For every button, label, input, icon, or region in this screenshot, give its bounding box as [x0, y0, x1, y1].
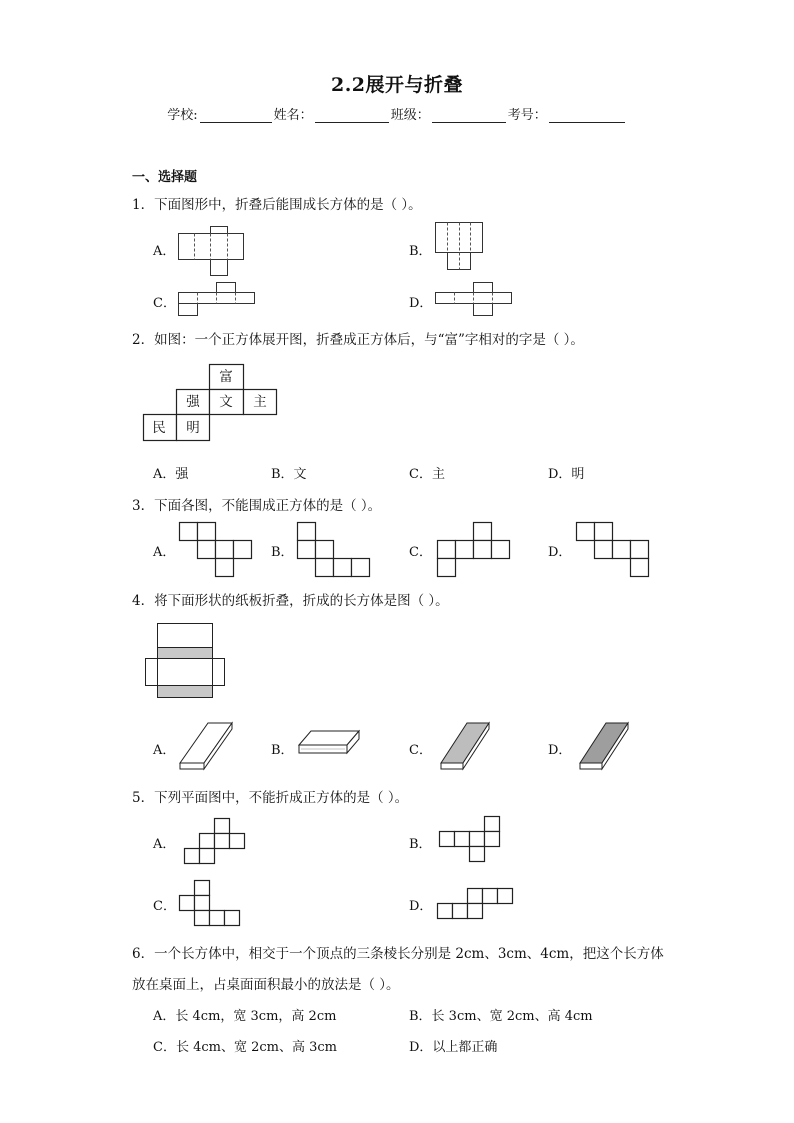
q2-cell-fu: 富	[219, 369, 233, 385]
q4-option-b-box	[297, 729, 363, 757]
q4-option-d-label[interactable]: D．	[548, 743, 572, 758]
q3-option-c-net	[437, 522, 511, 578]
q3-option-c-label[interactable]: C．	[409, 545, 432, 560]
school-blank[interactable]	[200, 110, 272, 123]
q6-option-d[interactable]: D．以上都正确	[409, 1040, 498, 1055]
q1-option-d-label[interactable]: D．	[409, 296, 433, 311]
name-label: 姓名：	[273, 108, 313, 123]
q2-option-d[interactable]: D．明	[548, 467, 585, 482]
q2-option-b[interactable]: B．文	[271, 467, 307, 482]
q5-option-a-label[interactable]: A．	[153, 837, 176, 852]
class-label: 班级：	[390, 108, 430, 123]
q3-option-d-net	[576, 522, 650, 578]
q1-option-c-label[interactable]: C．	[153, 296, 176, 311]
q1-option-a-label[interactable]: A．	[153, 244, 176, 259]
q3-option-a-label[interactable]: A．	[153, 545, 176, 560]
section-heading: 一、选择题	[132, 170, 198, 185]
q2-cell-ming: 明	[186, 420, 200, 436]
q3-option-d-label[interactable]: D．	[548, 545, 572, 560]
q2-option-a[interactable]: A．强	[153, 467, 189, 482]
q2-cell-zhu: 主	[253, 394, 267, 410]
q3-option-b-label[interactable]: B．	[271, 545, 294, 560]
q1-option-b-net	[435, 222, 483, 270]
q3-option-a-net	[179, 522, 253, 578]
q4-option-a-box	[178, 721, 236, 771]
q1-option-a-net	[178, 226, 244, 276]
page-title: 2.2展开与折叠	[330, 74, 464, 96]
question-1-stem: 1．下面图形中，折叠后能围成长方体的是（ ）。	[132, 197, 422, 213]
q4-option-c-box	[439, 721, 493, 773]
q4-option-a-label[interactable]: A．	[153, 743, 176, 758]
class-blank[interactable]	[432, 110, 506, 123]
q6-option-c[interactable]: C．长 4cm、宽 2cm、高 3cm	[153, 1040, 337, 1055]
q5-option-c-net	[179, 880, 241, 926]
q6-option-b[interactable]: B．长 3cm、宽 2cm、高 4cm	[409, 1009, 593, 1024]
q6-option-a[interactable]: A．长 4cm，宽 3cm，高 2cm	[153, 1009, 337, 1024]
q2-cell-min: 民	[152, 420, 166, 436]
q5-option-b-net	[439, 816, 501, 862]
q5-option-d-net	[437, 888, 513, 920]
student-info-line	[0, 104, 794, 123]
q4-option-c-label[interactable]: C．	[409, 743, 432, 758]
q3-option-b-net	[297, 522, 371, 578]
question-4-stem: 4．将下面形状的纸板折叠，折成的长方体是图（ ）。	[132, 593, 449, 609]
q4-option-d-box	[578, 721, 632, 773]
q1-option-c-net	[178, 282, 256, 316]
q2-option-c[interactable]: C．主	[409, 467, 445, 482]
exam-number-label: 考号：	[507, 108, 547, 123]
question-5-stem: 5．下列平面图中，不能折成正方体的是（ ）。	[132, 790, 409, 806]
q4-option-b-label[interactable]: B．	[271, 743, 294, 758]
exam-number-blank[interactable]	[549, 110, 625, 123]
q5-option-b-label[interactable]: B．	[409, 837, 432, 852]
question-2-stem: 2．如图：一个正方体展开图，折叠成正方体后，与“富”字相对的字是（ ）。	[132, 332, 584, 348]
q2-cell-wen: 文	[219, 394, 233, 410]
q5-option-a-net	[184, 818, 246, 864]
q2-cell-qiang: 强	[186, 394, 200, 410]
q1-option-b-label[interactable]: B．	[409, 244, 432, 259]
q5-option-c-label[interactable]: C．	[153, 899, 176, 914]
question-6-stem-line2: 放在桌面上，占桌面面积最小的放法是（ ）。	[132, 977, 400, 993]
school-label: 学校:	[167, 108, 198, 123]
q5-option-d-label[interactable]: D．	[409, 899, 433, 914]
name-blank[interactable]	[315, 110, 389, 123]
q4-box-net	[145, 623, 227, 699]
question-6-stem-line1: 6．一个长方体中，相交于一个顶点的三条棱长分别是 2cm、3cm、4cm，把这个长方体	[132, 946, 664, 962]
question-3-stem: 3．下面各图，不能围成正方体的是（ ）。	[132, 498, 382, 514]
q1-option-d-net	[435, 282, 513, 316]
